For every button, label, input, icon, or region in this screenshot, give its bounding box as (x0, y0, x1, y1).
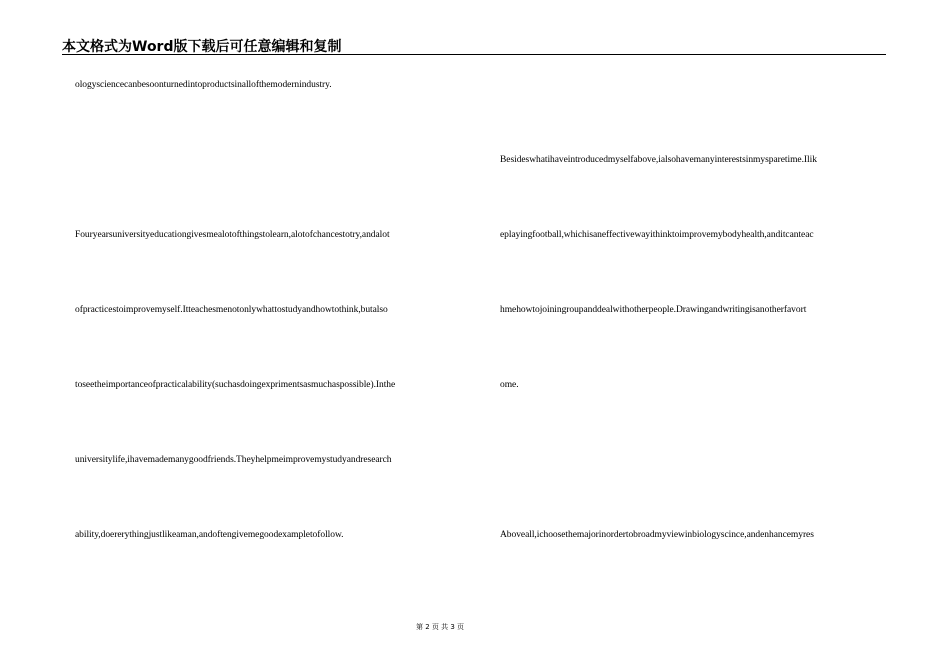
right-line-1: Besideswhatihaveintroducedmyselfabove,ialsohavemanyinterestsinmysparetime.Ilik (500, 155, 817, 165)
left-line-6: ability,doererythingjustlikeaman,andoftengivemegoodexampletofollow. (75, 530, 344, 540)
left-line-3: ofpracticestoimprovemyself.Itteachesmenotonlywhattostudyandhowtothink,butalso (75, 305, 388, 315)
left-line-4: toseetheimportanceofpracticalability(suchasdoingexprimentsasmuchaspossible).Inthe (75, 380, 396, 390)
left-line-5: universitylife,ihavemademanygoodfriends.Theyhelpmeimprovemystudyandresearch (75, 455, 392, 465)
document-header-title: 本文格式为Word版下载后可任意编辑和复制 (62, 39, 342, 55)
page-number-footer: 第 2 页 共 3 页 (415, 623, 465, 631)
right-line-4: ome. (500, 380, 519, 390)
header-divider (62, 54, 886, 55)
right-line-3: hmehowtojoiningroupanddealwithotherpeople.Drawingandwritingisanotherfavort (500, 305, 807, 315)
right-line-5: Aboveall,ichoosethemajorinordertobroadmyviewinbiologyscince,andenhancemyres (500, 530, 814, 540)
right-line-2: eplayingfootball,whichisaneffectivewayithinktoimprovemybodyhealth,anditcanteac (500, 230, 814, 240)
left-line-2: Fouryearsuniversityeducationgivesmealotofthingstolearn,alotofchancestotry,andalot (75, 230, 390, 240)
left-line-1: ologysciencecanbesoonturnedintoproductsinallofthemodernindustry. (75, 80, 332, 90)
